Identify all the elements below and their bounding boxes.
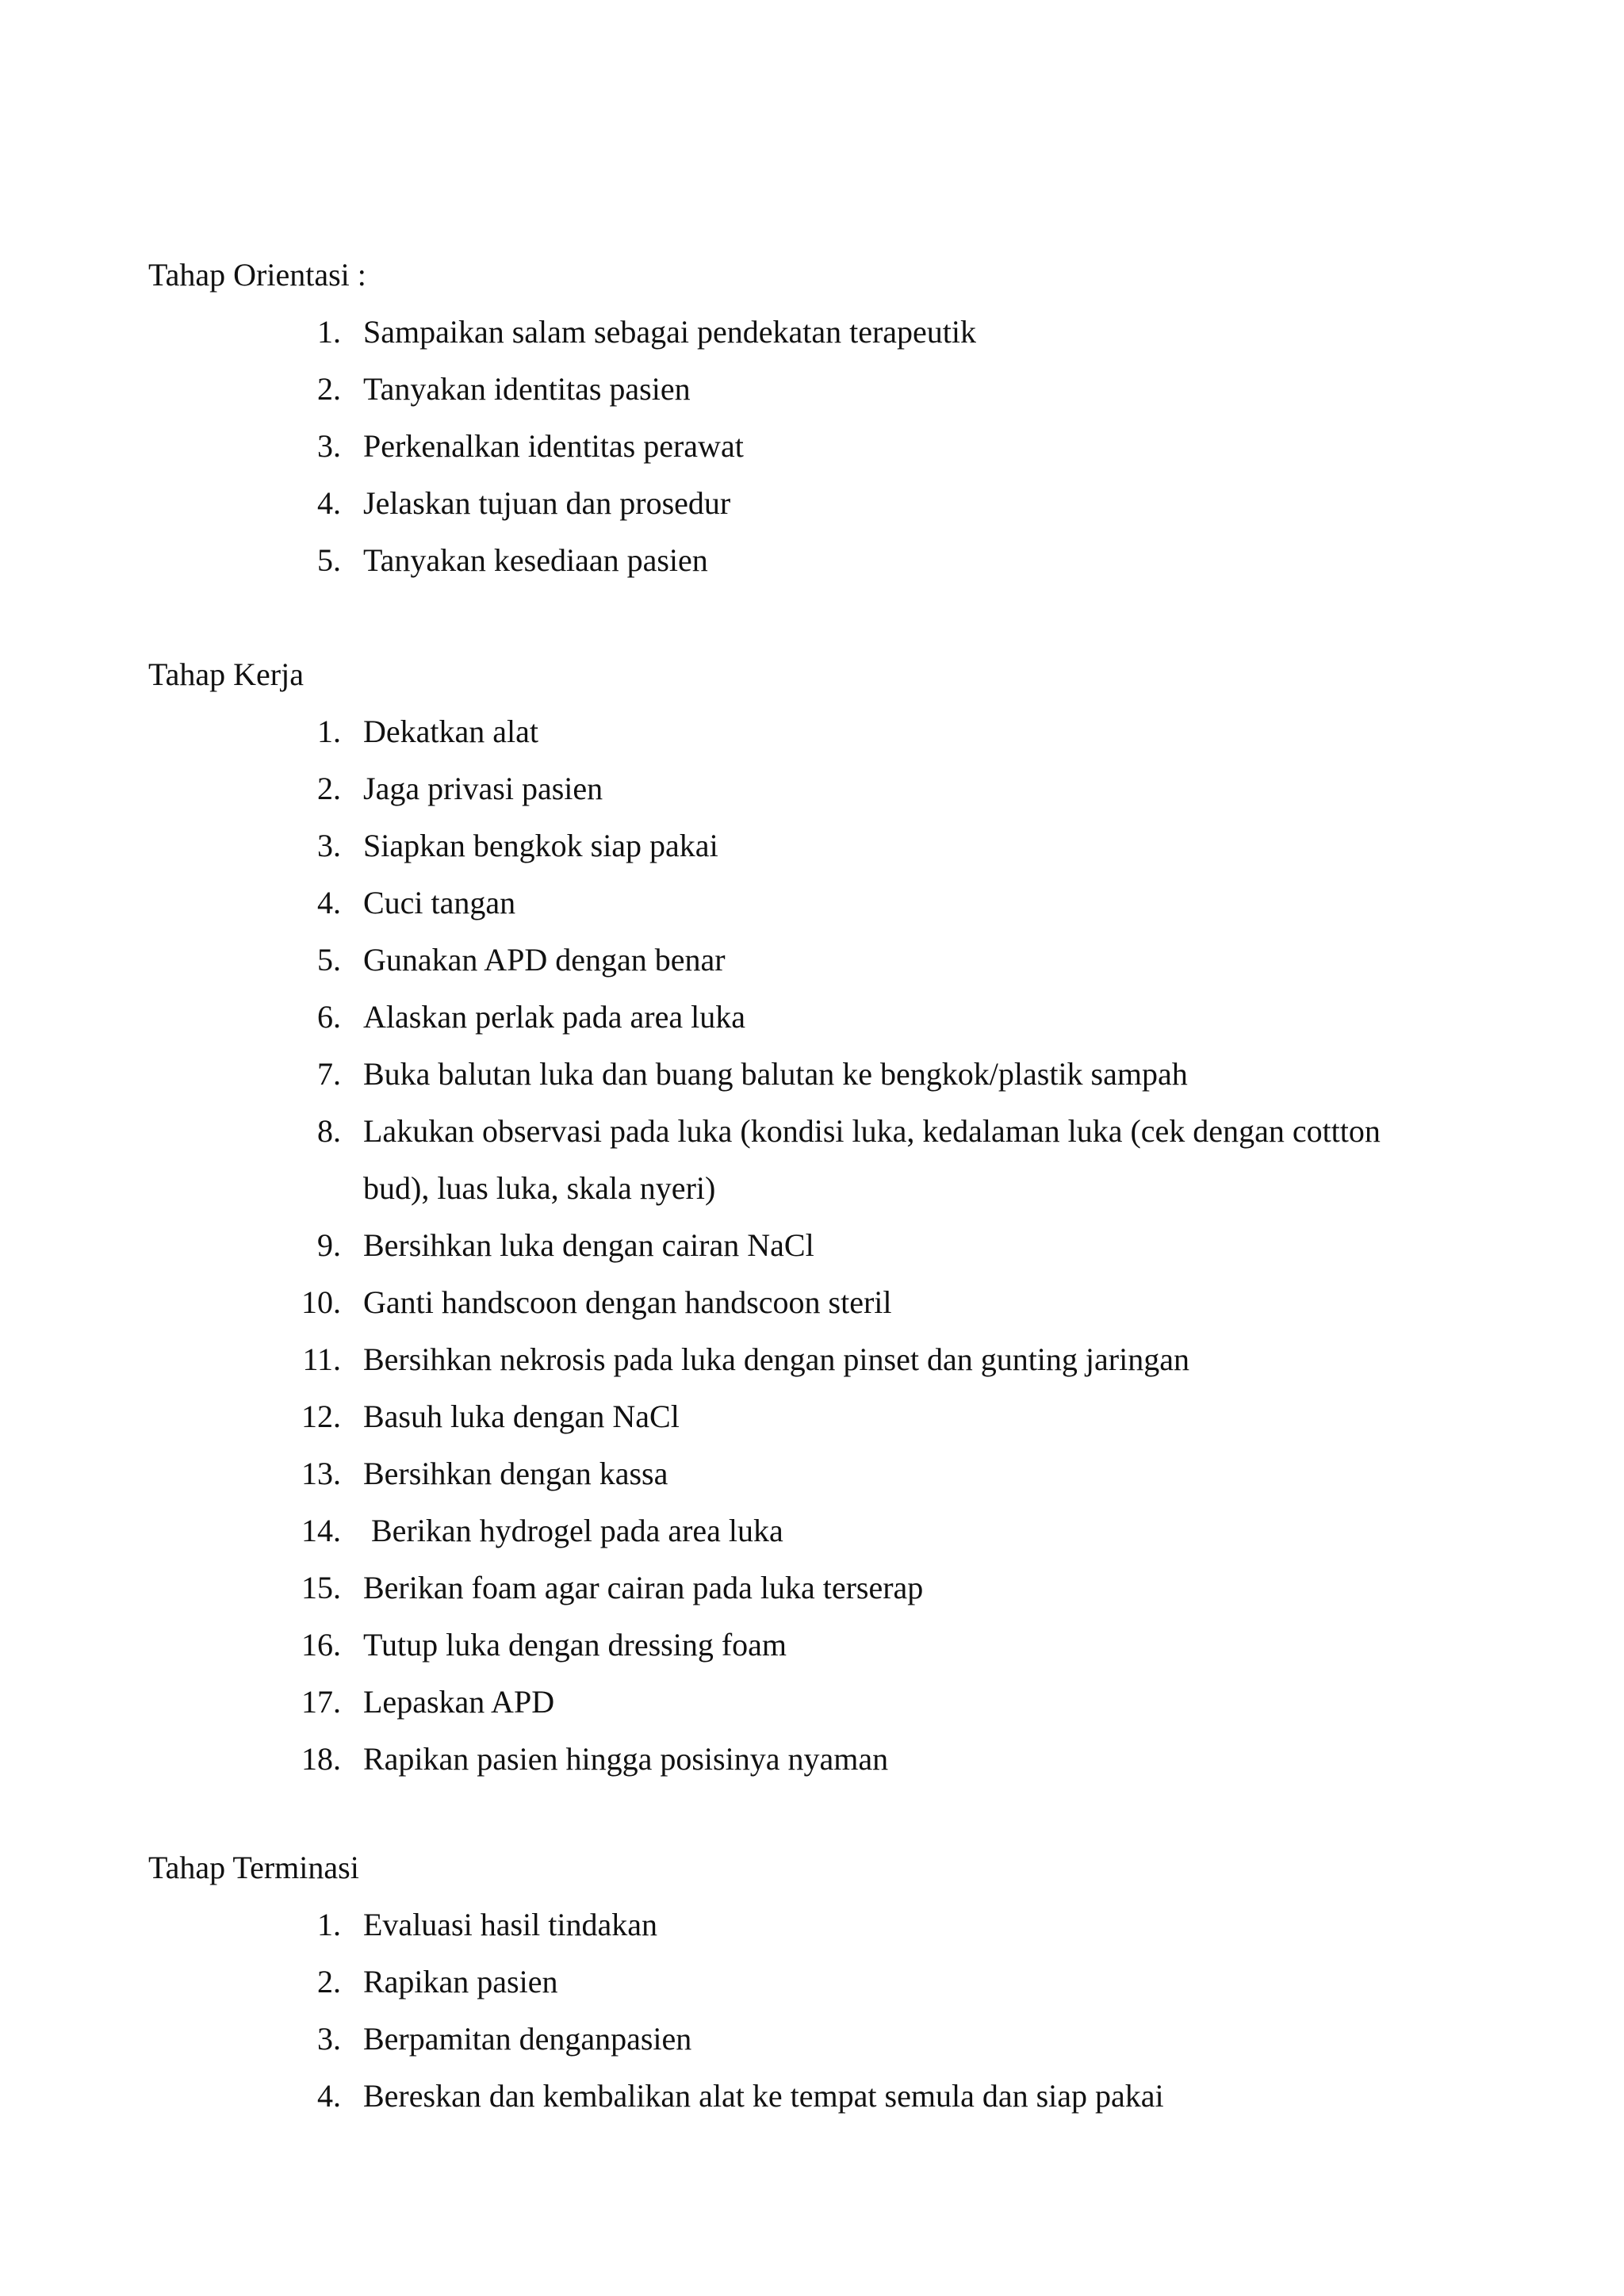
list-item (0, 2011, 1624, 2068)
item-text: Rapikan pasien (363, 1964, 558, 1999)
list-item (0, 1103, 1624, 1217)
item-number: 3. (317, 2021, 341, 2057)
item-number: 8. (317, 1113, 341, 1149)
item-number: 3. (317, 428, 341, 464)
list-item (0, 703, 1624, 760)
list-item (0, 1559, 1624, 1617)
item-text: Bersihkan luka dengan cairan NaCl (363, 1227, 814, 1263)
item-number: 2. (317, 771, 341, 806)
item-number: 17. (301, 1684, 341, 1720)
item-text: Perkenalkan identitas perawat (363, 428, 744, 464)
item-number: 4. (317, 2078, 341, 2114)
list-item (0, 418, 1624, 475)
item-text: Lakukan observasi pada luka (kondisi luka, kedalaman luka (cek dengan cottton bud), luas luka, skala nyeri) (363, 1113, 1388, 1206)
item-text: Tanyakan identitas pasien (363, 371, 691, 407)
list-item (0, 1954, 1624, 2011)
item-text: Jaga privasi pasien (363, 771, 603, 806)
list-orientasi (0, 304, 1624, 589)
list-item (0, 1617, 1624, 1674)
item-number: 14. (301, 1513, 341, 1548)
item-number: 2. (317, 1964, 341, 1999)
item-number: 9. (317, 1227, 341, 1263)
list-item (0, 2068, 1624, 2125)
list-item (0, 760, 1624, 817)
list-item (0, 1896, 1624, 1954)
item-text: Bereskan dan kembalikan alat ke tempat semula dan siap pakai (363, 2078, 1164, 2114)
list-item (0, 1388, 1624, 1445)
item-number: 1. (317, 314, 341, 350)
list-item (0, 932, 1624, 989)
item-number: 12. (301, 1399, 341, 1434)
item-number: 2. (317, 371, 341, 407)
list-item (0, 475, 1624, 532)
item-number: 16. (301, 1627, 341, 1663)
item-text: Siapkan bengkok siap pakai (363, 828, 718, 863)
list-terminasi (0, 1896, 1624, 2125)
list-item (0, 1331, 1624, 1388)
list-item (0, 1674, 1624, 1731)
list-item (0, 1046, 1624, 1103)
section-heading-orientasi: Tahap Orientasi : (148, 257, 366, 293)
item-number: 1. (317, 714, 341, 749)
item-text: Cuci tangan (363, 885, 516, 920)
item-text: Evaluasi hasil tindakan (363, 1907, 658, 1942)
item-text: Ganti handscoon dengan handscoon steril (363, 1284, 892, 1320)
item-number: 7. (317, 1056, 341, 1092)
item-number: 5. (317, 542, 341, 578)
item-number: 13. (301, 1456, 341, 1491)
item-text: Berikan hydrogel pada area luka (363, 1513, 783, 1548)
item-number: 5. (317, 942, 341, 978)
section-heading-kerja: Tahap Kerja (148, 656, 304, 692)
list-item (0, 361, 1624, 418)
list-item (0, 1217, 1624, 1274)
list-kerja (0, 703, 1624, 1788)
section-heading-terminasi: Tahap Terminasi (148, 1850, 359, 1885)
list-item (0, 817, 1624, 874)
item-text: Berpamitan denganpasien (363, 2021, 692, 2057)
item-text: Alaskan perlak pada area luka (363, 999, 745, 1035)
list-item (0, 1274, 1624, 1331)
item-text: Sampaikan salam sebagai pendekatan terapeutik (363, 314, 977, 350)
item-number: 11. (302, 1341, 341, 1377)
item-text: Tutup luka dengan dressing foam (363, 1627, 787, 1663)
item-text: Lepaskan APD (363, 1684, 555, 1720)
item-number: 6. (317, 999, 341, 1035)
list-item (0, 989, 1624, 1046)
item-number: 3. (317, 828, 341, 863)
item-number: 1. (317, 1907, 341, 1942)
item-text: Rapikan pasien hingga posisinya nyaman (363, 1741, 889, 1777)
item-text: Buka balutan luka dan buang balutan ke bengkok/plastik sampah (363, 1056, 1188, 1092)
item-text: Bersihkan nekrosis pada luka dengan pinset dan gunting jaringan (363, 1341, 1189, 1377)
list-item (0, 532, 1624, 589)
item-text: Tanyakan kesediaan pasien (363, 542, 708, 578)
item-text: Gunakan APD dengan benar (363, 942, 726, 978)
item-number: 4. (317, 885, 341, 920)
list-item (0, 1502, 1624, 1559)
list-item (0, 1731, 1624, 1788)
list-item (0, 1445, 1624, 1502)
item-text: Jelaskan tujuan dan prosedur (363, 485, 731, 521)
item-text: Basuh luka dengan NaCl (363, 1399, 680, 1434)
item-number: 15. (301, 1570, 341, 1605)
item-text: Bersihkan dengan kassa (363, 1456, 668, 1491)
list-item (0, 874, 1624, 932)
list-item (0, 304, 1624, 361)
item-text: Dekatkan alat (363, 714, 538, 749)
item-text: Berikan foam agar cairan pada luka terserap (363, 1570, 924, 1605)
item-number: 18. (301, 1741, 341, 1777)
item-number: 10. (301, 1284, 341, 1320)
item-number: 4. (317, 485, 341, 521)
